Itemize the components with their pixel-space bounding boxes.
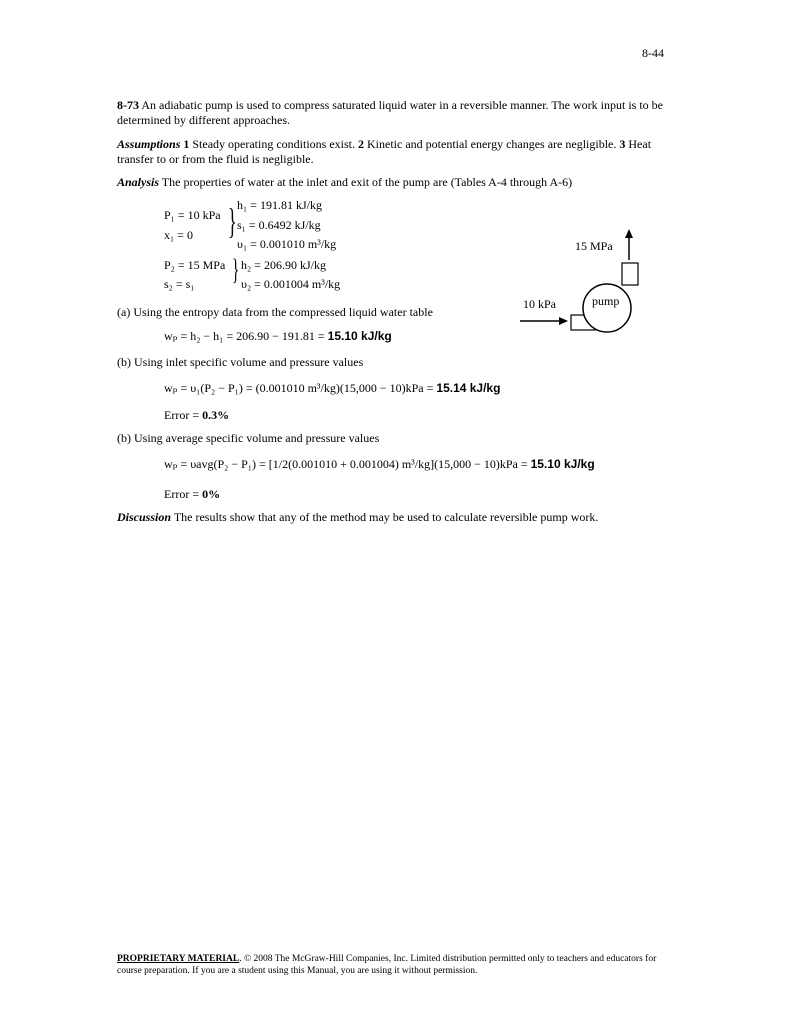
- inlet-pressure-label: 10 kPa: [523, 297, 556, 311]
- part-b1-error-value: 0.3%: [202, 408, 230, 422]
- state1-given-x1: x₁ = 0: [164, 228, 193, 242]
- assumption-text: Steady operating conditions exist.: [189, 137, 359, 151]
- outlet-pressure-label: 15 MPa: [575, 239, 613, 253]
- state2-brace: }: [232, 253, 240, 286]
- inlet-arrow-head: [559, 317, 568, 325]
- problem-number: 8-73: [117, 98, 139, 112]
- part-b2-equation: [164, 457, 595, 472]
- part-a-equation-text: wₚ = h₂ − h₁ = 206.90 − 191.81 =: [164, 329, 328, 343]
- problem-statement: [117, 98, 672, 128]
- analysis-paragraph: [117, 175, 672, 190]
- part-a-equation: [164, 329, 392, 344]
- state2-v2: υ₂ = 0.001004 m³/kg: [241, 277, 341, 291]
- part-a-result: 15.10 kJ/kg: [327, 329, 392, 343]
- part-b2-error-label: Error =: [164, 487, 203, 501]
- discussion-text: The results show that any of the method may be used to calculate reversible pump work.: [171, 510, 599, 524]
- state2-h2: h₂ = 206.90 kJ/kg: [241, 258, 326, 272]
- assumption-text: Kinetic and potential energy changes are negligible.: [364, 137, 620, 151]
- discussion-paragraph: [117, 510, 672, 525]
- part-b2-error-value: 0%: [202, 487, 221, 501]
- footer: [117, 953, 677, 977]
- state1-s1: s₁ = 0.6492 kJ/kg: [237, 218, 321, 232]
- state1-v1: υ₁ = 0.001010 m³/kg: [237, 237, 337, 251]
- part-a-label: (a) Using the entropy data from the compressed liquid water table: [117, 305, 433, 319]
- outlet-duct: [622, 263, 638, 285]
- assumptions-heading: Assumptions: [117, 137, 181, 151]
- part-b1-equation: [164, 381, 500, 396]
- assumption-number: 3: [619, 137, 626, 151]
- discussion-heading: Discussion: [117, 510, 172, 524]
- part-b1-equation-text: wₚ = υ₁(P₂ − P₁) = (0.001010 m³/kg)(15,000 − 10)kPa =: [164, 381, 437, 395]
- part-b1-error: [164, 408, 229, 423]
- problem-text: An adiabatic pump is used to compress saturated liquid water in a reversible manner. The work input is to be determined by different approaches.: [117, 98, 663, 127]
- part-b2-equation-text: wₚ = υavg(P₂ − P₁) = [1/2(0.001010 + 0.001004) m³/kg](15,000 − 10)kPa =: [164, 457, 531, 471]
- assumption-text: Heat transfer to or from the fluid is negligible.: [117, 137, 652, 166]
- footer-proprietary-label: PROPRIETARY MATERIAL: [117, 954, 240, 964]
- assumptions-paragraph: [117, 137, 672, 167]
- part-b1-result: 15.14 kJ/kg: [436, 381, 501, 395]
- part-b2-error: [164, 487, 220, 502]
- outlet-arrow-head: [625, 229, 633, 238]
- part-b2-result: 15.10 kJ/kg: [530, 457, 595, 471]
- state1-brace: }: [228, 201, 237, 241]
- analysis-heading: Analysis: [117, 175, 160, 189]
- analysis-text: The properties of water at the inlet and exit of the pump are (Tables A-4 through A-6): [159, 175, 573, 189]
- part-b1-label: (b) Using inlet specific volume and pressure values: [117, 355, 364, 369]
- state1-given-p1: P₁ = 10 kPa: [164, 208, 221, 222]
- page-number: 8-44: [642, 46, 664, 60]
- part-b1-error-label: Error =: [164, 408, 203, 422]
- pump-label: pump: [592, 294, 620, 308]
- state2-given-s2: s₂ = s₁: [164, 277, 195, 291]
- state1-h1: h₁ = 191.81 kJ/kg: [237, 198, 322, 212]
- state2-given-p2: P₂ = 15 MPa: [164, 258, 226, 272]
- assumption-number: 2: [358, 137, 365, 151]
- footer-text: . © 2008 The McGraw-Hill Companies, Inc. Limited distribution permitted only to teachers and educators for course preparation. If you are a student using this Manual, you are using it without permission.: [117, 954, 657, 976]
- part-b2-label: (b) Using average specific volume and pressure values: [117, 431, 380, 445]
- assumption-number: 1: [183, 137, 190, 151]
